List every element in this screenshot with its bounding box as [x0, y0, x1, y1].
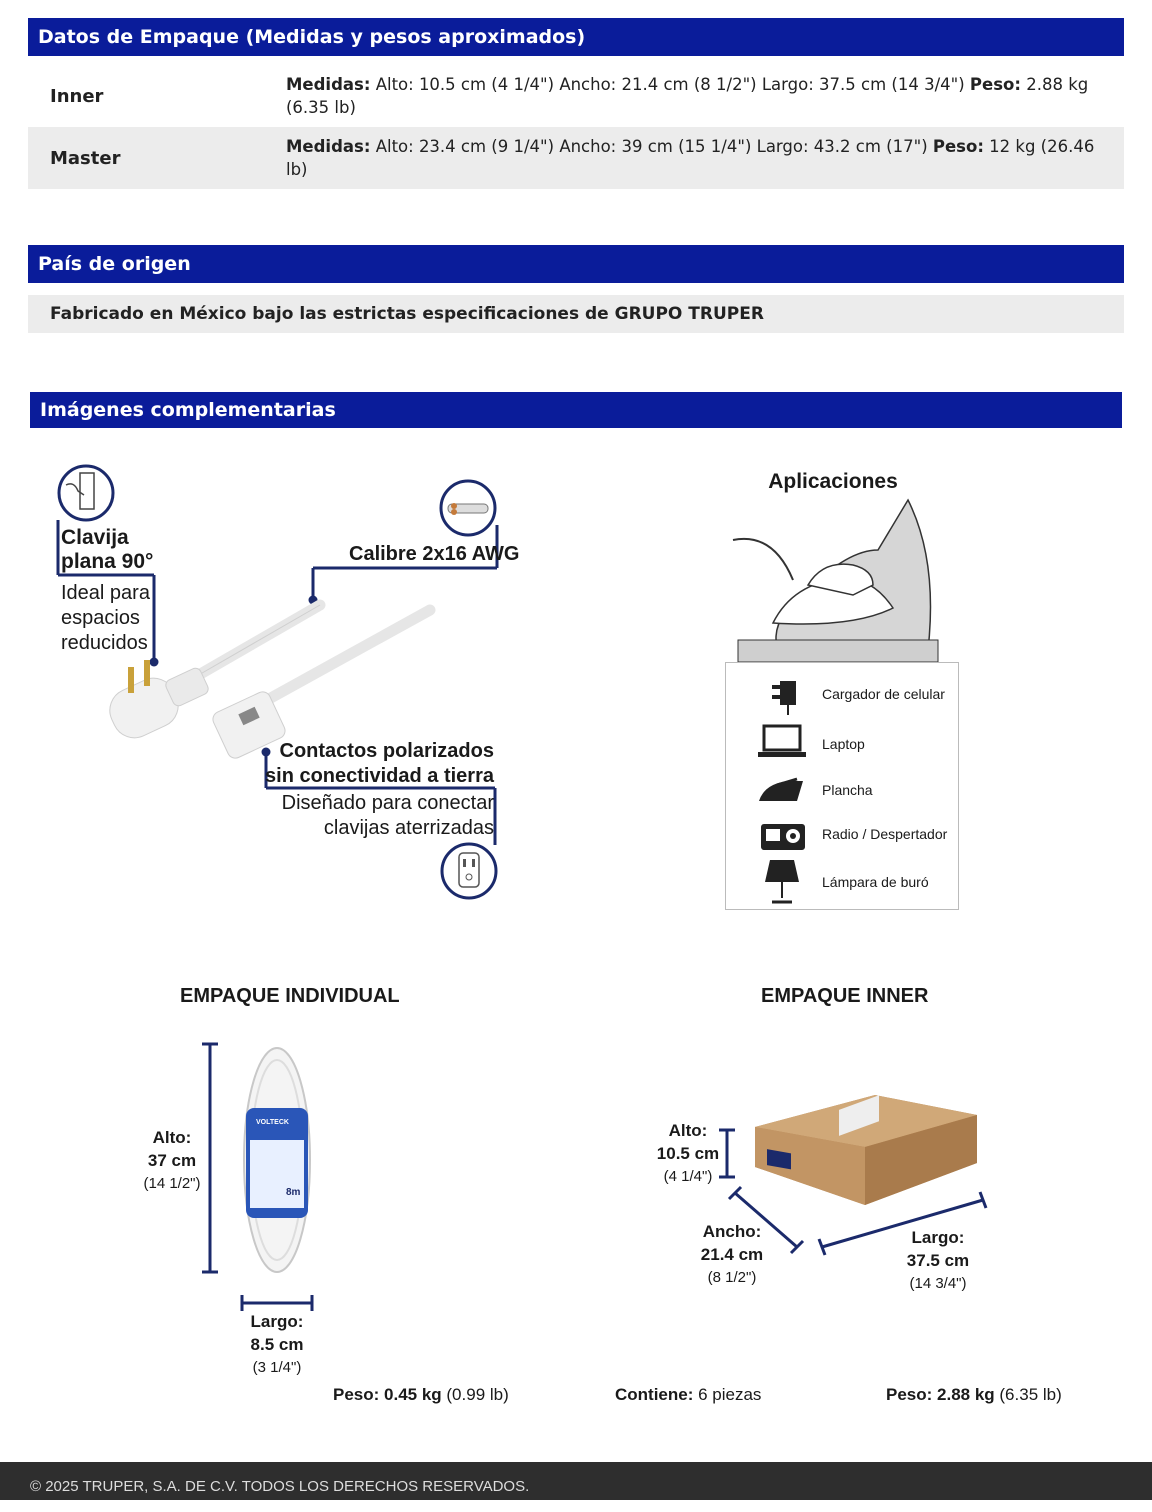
- individual-package-title: EMPAQUE INDIVIDUAL: [180, 985, 400, 1007]
- app-item: Radio / Despertador: [822, 826, 948, 842]
- laptop-icon: [758, 724, 806, 760]
- origin-text: Fabricado en México bajo las estrictas especificaciones de GRUPO TRUPER: [28, 295, 1124, 333]
- ironing-illustration: [733, 495, 949, 665]
- row-value: Medidas: Alto: 23.4 cm (9 1/4") Ancho: 39 cm (15 1/4") Largo: 43.2 cm (17") Peso: 12 kg (26.46 lb): [286, 137, 1095, 179]
- inner-largo: Largo: 37.5 cm (14 3/4"): [906, 1228, 970, 1292]
- contacts-description: Diseñado para conectar clavijas aterrizadas: [281, 792, 494, 839]
- inner-alto: Alto: 10.5 cm (4 1/4"): [656, 1121, 720, 1185]
- packaging-row-inner: [28, 66, 1124, 126]
- footer-copyright: © 2025 TRUPER, S.A. DE C.V. TODOS LOS DERECHOS RESERVADOS.: [0, 1462, 1152, 1500]
- packaging-header: Datos de Empaque (Medidas y pesos aproximados): [28, 18, 1124, 56]
- phone-charger-icon: [770, 675, 810, 715]
- extension-cord-diagram: [50, 455, 550, 915]
- images-header: Imágenes complementarias: [30, 392, 1122, 428]
- applications-title: Aplicaciones: [768, 470, 898, 493]
- individual-weight: Peso: 0.45 kg (0.99 lb): [333, 1385, 509, 1404]
- row-label: Master: [50, 147, 121, 169]
- inner-contents: Contiene: 6 piezas: [615, 1385, 762, 1404]
- inner-ancho: Ancho: 21.4 cm (8 1/2"): [700, 1222, 764, 1286]
- app-item: Cargador de celular: [822, 686, 945, 702]
- iron-icon: [757, 775, 807, 805]
- plug-description: Ideal para espacios reducidos: [61, 582, 150, 654]
- row-label: Inner: [50, 85, 104, 107]
- app-item: Laptop: [822, 736, 865, 752]
- origin-header: País de origen: [28, 245, 1124, 283]
- app-item: Plancha: [822, 782, 873, 798]
- app-item: Lámpara de buró: [822, 874, 929, 890]
- inner-weight: Peso: 2.88 kg (6.35 lb): [886, 1385, 1062, 1404]
- individual-alto: Alto: 37 cm (14 1/2"): [143, 1128, 201, 1192]
- lamp-icon: [764, 858, 800, 904]
- gauge-label: Calibre 2x16 AWG: [349, 543, 520, 565]
- row-value: Medidas: Alto: 10.5 cm (4 1/4") Ancho: 21.4 cm (8 1/2") Largo: 37.5 cm (14 3/4") Peso: 2.88 kg (6.35 lb): [286, 75, 1089, 117]
- packaging-row-master: [28, 127, 1124, 189]
- plug-title: Clavija plana 90°: [61, 526, 154, 573]
- individual-largo: Largo: 8.5 cm (3 1/4"): [250, 1312, 304, 1376]
- inner-package-title: EMPAQUE INNER: [761, 985, 929, 1007]
- radio-icon: [760, 820, 806, 852]
- contacts-title: Contactos polarizados sin conectividad a tierra: [265, 740, 494, 787]
- brand-label: VOLTECK: [256, 1119, 289, 1126]
- length-badge: 8m: [286, 1187, 301, 1198]
